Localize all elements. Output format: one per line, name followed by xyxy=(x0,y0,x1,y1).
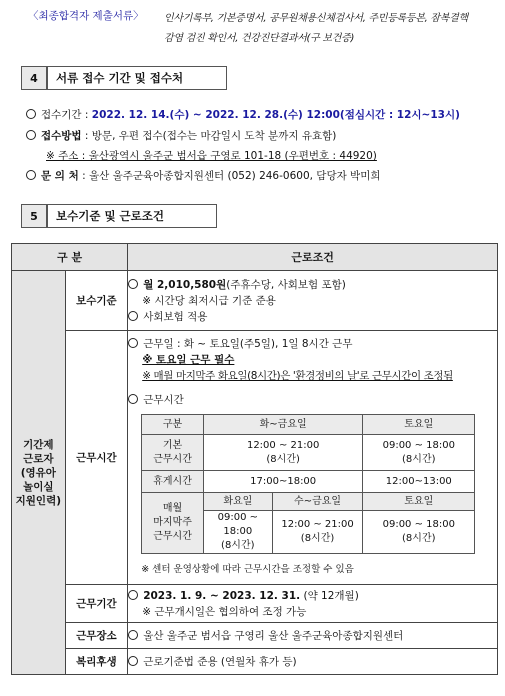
pay-amount-note: (주휴수당, 사회보험 포함) xyxy=(226,278,346,291)
inner-last-header-wed-fri: 수~금요일 xyxy=(272,493,363,511)
inner-rest-label: 휴게시간 xyxy=(142,471,204,493)
inner-last-wed-fri: 12:00 ~ 21:00 (8시간) xyxy=(272,511,363,554)
inner-basic-tue-fri: 12:00 ~ 21:00 (8시간) xyxy=(203,435,362,471)
inner-header-tue-fri: 화~금요일 xyxy=(203,415,362,435)
hours-label: 근무시간 xyxy=(65,331,128,585)
welfare-cell xyxy=(128,649,498,675)
inner-header-sat: 토요일 xyxy=(363,415,475,435)
period-duration: (약 12개월) xyxy=(300,589,359,602)
inner-last-sat: 09:00 ~ 18:00 (8시간) xyxy=(363,511,475,554)
place-text: 울산 울주군 범서읍 구영리 울산 울주군육아종합지원센터 xyxy=(143,629,404,642)
contact-line xyxy=(26,168,381,183)
pay-insurance: 사회보험 적용 xyxy=(143,310,208,323)
method-text: : 방문, 우편 접수(접수는 마감일시 도착 분까지 유효함) xyxy=(81,130,337,142)
inner-basic-label: 기본 근무시간 xyxy=(142,435,204,471)
inner-last-header-tue: 화요일 xyxy=(203,493,272,511)
hours-subtitle: 근무시간 xyxy=(143,394,184,406)
inner-last-tue: 09:00 ~ 18:00 (8시간) xyxy=(203,511,272,554)
hours-cleanup-note: ※ 매월 마지막주 화요일(8시간)은 '환경정비의 날'로 근무시간이 조정됨 xyxy=(142,370,453,382)
required-docs-line1: 인사기록부, 기본증명서, 공무원채용신체검사서, 주민등록등본, 잠복결핵 xyxy=(164,13,468,24)
section-4-number: 4 xyxy=(21,66,47,90)
welfare-text: 근로기준법 준용 (연월차 휴가 등) xyxy=(143,655,297,668)
pay-label: 보수기준 xyxy=(65,271,128,331)
contact-text: : 울산 울주군육아종합지원센터 (052) 246-0600, 담당자 박미희 xyxy=(78,170,381,182)
place-cell xyxy=(128,623,498,649)
table-header-conditions: 근로조건 xyxy=(128,244,498,271)
period-note: ※ 근무개시일은 협의하여 조정 가능 xyxy=(142,605,307,618)
section-5-title: 보수기준 및 근로조건 xyxy=(47,204,217,228)
pay-amount: 월 2,010,580원 xyxy=(143,278,227,291)
worker-group-label: 기간제 근로자 (영유아 놀이실 지원인력) xyxy=(12,271,66,675)
conditions-table xyxy=(11,243,498,675)
period-line xyxy=(26,107,460,122)
circle-bullet-icon xyxy=(128,338,138,348)
address-line: ※ 주소 : 울산광역시 울주군 범서읍 구영로 101-18 (우편번호 : 44920) xyxy=(46,150,377,162)
circle-bullet-icon xyxy=(128,311,138,321)
inner-basic-sat: 09:00 ~ 18:00 (8시간) xyxy=(363,435,475,471)
table-header-category: 구 분 xyxy=(12,244,128,271)
required-docs-label: 〈최종합격자 제출서류〉 xyxy=(28,10,144,22)
pay-note: ※ 시간당 최저시급 기준 준용 xyxy=(142,294,276,307)
circle-bullet-icon xyxy=(26,109,36,119)
hours-adjust-note: ※ 센터 운영상황에 따라 근무시간을 조정할 수 있음 xyxy=(141,564,354,575)
circle-bullet-icon xyxy=(128,656,138,666)
inner-header-category: 구분 xyxy=(142,415,204,435)
circle-bullet-icon xyxy=(26,130,36,140)
inner-rest-sat: 12:00~13:00 xyxy=(363,471,475,493)
inner-last-header-sat: 토요일 xyxy=(363,493,475,511)
circle-bullet-icon xyxy=(128,590,138,600)
period-dates: 2023. 1. 9. ~ 2023. 12. 31. xyxy=(143,589,301,602)
welfare-label: 복리후생 xyxy=(65,649,128,675)
contact-label: 문 의 처 xyxy=(41,170,79,182)
circle-bullet-icon xyxy=(128,279,138,289)
inner-last-week-label: 매월 마지막주 근무시간 xyxy=(142,493,204,554)
circle-bullet-icon xyxy=(128,394,138,404)
pay-cell xyxy=(128,271,498,331)
hours-inner-table xyxy=(141,414,475,554)
hours-cell xyxy=(128,331,498,585)
period-cell xyxy=(128,585,498,623)
required-docs-line2: 감염 검진 확인서, 건강진단결과서(구 보건증) xyxy=(164,33,355,44)
section-5-number: 5 xyxy=(21,204,47,228)
section-4-title: 서류 접수 기간 및 접수처 xyxy=(47,66,227,90)
inner-rest-tue-fri: 17:00~18:00 xyxy=(203,471,362,493)
place-label: 근무장소 xyxy=(65,623,128,649)
method-label: 접수방법 xyxy=(41,130,82,142)
method-line xyxy=(26,128,336,143)
period-label-cell: 근무기간 xyxy=(65,585,128,623)
hours-saturday-note: ※ 토요일 근무 필수 xyxy=(142,354,235,366)
hours-workdays: 근무일 : 화 ~ 토요일(주5일), 1일 8시간 근무 xyxy=(143,338,353,350)
period-label: 접수기간 : xyxy=(41,109,92,121)
circle-bullet-icon xyxy=(128,630,138,640)
circle-bullet-icon xyxy=(26,170,36,180)
period-value: 2022. 12. 14.(수) ~ 2022. 12. 28.(수) 12:00(점심시간 : 12시~13시) xyxy=(91,109,460,121)
